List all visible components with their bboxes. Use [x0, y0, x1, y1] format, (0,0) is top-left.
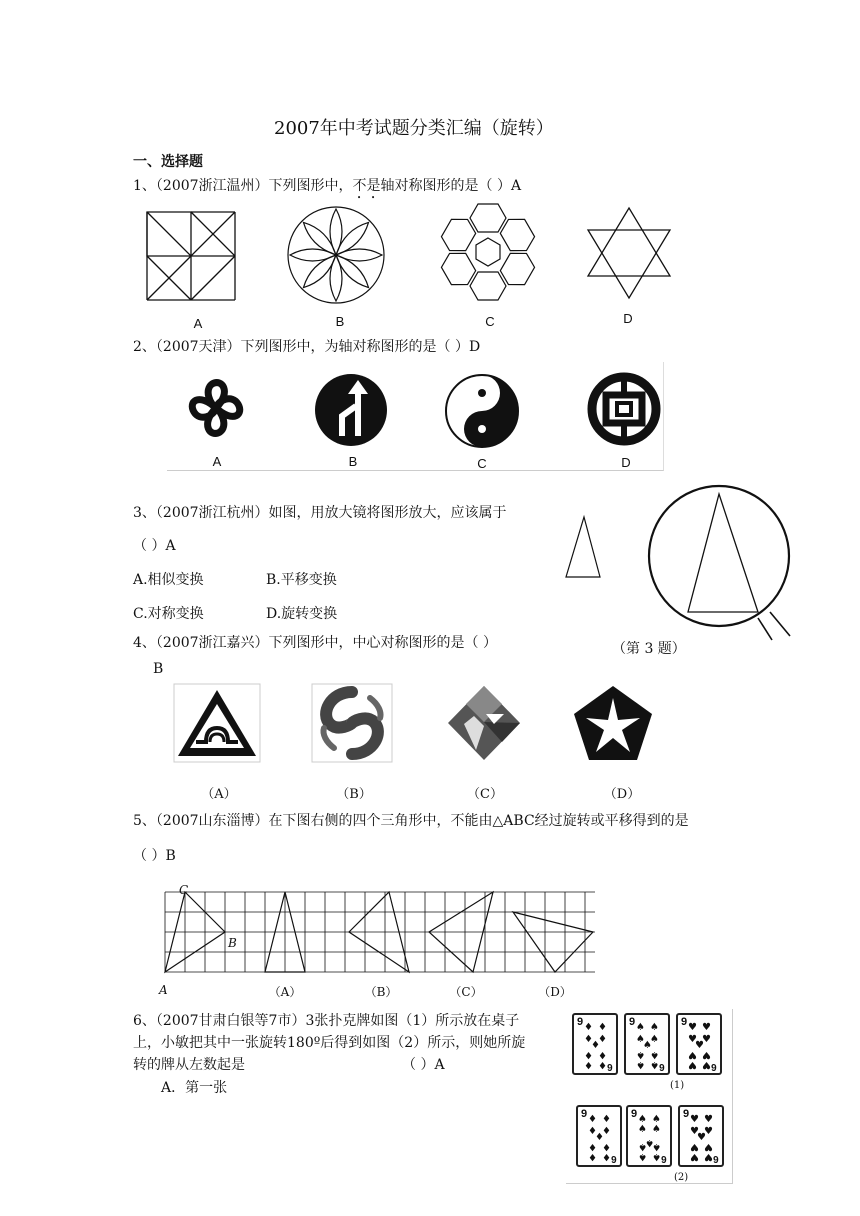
card-pip: ♥	[690, 1126, 699, 1137]
card-pip: ♥	[690, 1151, 699, 1162]
card-pip: ♦	[602, 1141, 611, 1152]
card-rank: 9	[629, 1016, 636, 1028]
q3-small-triangle	[562, 515, 604, 581]
question-3-line1: 3、（2007浙江杭州）如图，用放大镜将图形放大，应该属于	[133, 505, 507, 521]
question-1-post: 轴对称图形的是（ ）A	[380, 178, 522, 194]
card-pip: ♦	[598, 1049, 607, 1060]
card-rank-inverted: 6	[711, 1061, 717, 1072]
question-5-line2: （ ）B	[133, 848, 176, 864]
q2-label-d: D	[621, 455, 631, 470]
q2-figure-d	[586, 371, 662, 447]
card-rank-inverted: 6	[713, 1153, 719, 1164]
q4-figure-b	[312, 684, 392, 762]
card-diamonds-9	[576, 1105, 622, 1167]
card-pip: ♠	[636, 1034, 645, 1045]
card-pip: ♠	[636, 1022, 645, 1033]
card-pip: ♥	[702, 1022, 711, 1033]
question-4-line1: 4、（2007浙江嘉兴）下列图形中，中心对称图形的是（ ）	[133, 635, 497, 651]
q5-vertex-a: A	[159, 983, 168, 997]
card-spades-9-rotated	[626, 1105, 672, 1167]
q5-label-c: （C）	[449, 985, 483, 999]
q4-figure-d	[572, 684, 654, 764]
question-3-option-c: C.对称变换	[133, 606, 204, 622]
card-pip: ♥	[695, 1040, 704, 1051]
page-title: 2007年中考试题分类汇编（旋转）	[274, 118, 554, 139]
card-pip: ♦	[588, 1151, 597, 1162]
card-pip: ♥	[702, 1049, 711, 1060]
card-pip: ♠	[636, 1049, 645, 1060]
q6-cards-figure	[566, 1009, 733, 1184]
card-pip: ♠	[636, 1059, 645, 1070]
question-6-line3: 转的牌从左数起是	[133, 1057, 245, 1073]
question-3-option-b: B.平移变换	[266, 572, 337, 588]
question-1-emphasis: 不是	[352, 178, 381, 194]
card-pip: ♠	[638, 1151, 647, 1162]
card-pip: ♦	[598, 1034, 607, 1045]
question-3-line2: （ ）A	[133, 538, 176, 554]
card-pip: ♠	[643, 1040, 652, 1051]
q1-label-d: D	[623, 311, 633, 326]
card-pip: ♠	[638, 1114, 647, 1125]
card-pip: ♥	[688, 1049, 697, 1060]
q4-figure-a	[174, 684, 260, 762]
card-pip: ♦	[595, 1132, 604, 1143]
q4-label-b: （B）	[336, 787, 372, 802]
q1-label-b: B	[335, 314, 345, 329]
card-pip: ♥	[702, 1034, 711, 1045]
card-pip: ♦	[584, 1059, 593, 1070]
q1-figure-b	[286, 205, 386, 305]
q4-label-c: （C）	[467, 787, 503, 802]
card-rank-inverted: 6	[611, 1153, 617, 1164]
section-heading: 一、选择题	[133, 154, 203, 170]
card-pip: ♦	[598, 1022, 607, 1033]
q4-figure-c	[446, 684, 522, 762]
card-pip: ♦	[588, 1126, 597, 1137]
question-1-pre: 1、（2007浙江温州）下列图形中，	[133, 178, 353, 194]
q1-figure-c	[432, 202, 544, 302]
q6-figure-1-label: (1)	[670, 1080, 685, 1091]
card-diamonds-9	[572, 1013, 618, 1075]
card-pip: ♠	[652, 1151, 661, 1162]
card-pip: ♠	[650, 1049, 659, 1060]
q1-figure-d	[586, 206, 672, 300]
card-pip: ♠	[645, 1137, 654, 1148]
card-pip: ♥	[702, 1059, 711, 1070]
card-pip: ♠	[638, 1141, 647, 1152]
question-3-option-d: D.旋转变换	[266, 606, 338, 622]
q5-label-d: （D）	[538, 985, 572, 999]
card-pip: ♦	[598, 1059, 607, 1070]
card-pip: ♦	[584, 1022, 593, 1033]
card-pip: ♠	[652, 1114, 661, 1125]
card-rank: 9	[581, 1108, 588, 1120]
q2-label-a: A	[212, 454, 222, 469]
card-pip: ♦	[602, 1114, 611, 1125]
q5-label-b: （B）	[364, 985, 398, 999]
q1-label-a: A	[193, 316, 203, 331]
question-6-line2: 上，小敏把其中一张旋转180º后得到如图（2）所示，则她所旋	[133, 1035, 526, 1051]
question-6-option-a: A．第一张	[161, 1080, 228, 1096]
card-rank: 9	[683, 1108, 690, 1120]
q2-figure-b	[312, 372, 390, 448]
q2-figure-c	[444, 373, 520, 449]
card-pip: ♦	[584, 1049, 593, 1060]
question-1-text	[133, 177, 521, 202]
q5-vertex-b: B	[228, 936, 237, 950]
card-pip: ♥	[704, 1151, 713, 1162]
q4-label-d: （D）	[603, 787, 641, 802]
card-pip: ♥	[704, 1141, 713, 1152]
card-pip: ♦	[588, 1114, 597, 1125]
card-pip: ♦	[591, 1040, 600, 1051]
card-pip: ♥	[704, 1126, 713, 1137]
card-pip: ♦	[588, 1141, 597, 1152]
q5-vertex-c: C	[179, 883, 189, 897]
card-rank-inverted: 6	[661, 1153, 667, 1164]
q5-grid-figure	[165, 892, 597, 974]
question-3-option-a: A.相似变换	[133, 572, 204, 588]
question-6-line1: 6、（2007甘肃白银等7市）3张扑克牌如图（1）所示放在桌子	[133, 1013, 520, 1029]
question-2-text: 2、（2007天津）下列图形中，为轴对称图形的是（ ）D	[133, 339, 481, 355]
q2-figure-a	[178, 372, 254, 444]
q6-figure-2-label: (2)	[674, 1172, 689, 1183]
card-pip: ♦	[602, 1151, 611, 1162]
card-spades-9	[624, 1013, 670, 1075]
q5-label-a: （A）	[268, 985, 302, 999]
q2-label-b: B	[348, 454, 358, 469]
card-pip: ♥	[697, 1132, 706, 1143]
card-pip: ♠	[638, 1124, 647, 1135]
q2-label-c: C	[477, 456, 487, 471]
card-pip: ♥	[688, 1059, 697, 1070]
card-pip: ♥	[688, 1022, 697, 1033]
card-pip: ♥	[688, 1034, 697, 1045]
card-hearts-9	[678, 1105, 724, 1167]
card-rank: 9	[681, 1016, 688, 1028]
q3-magnifier	[646, 486, 796, 642]
card-pip: ♠	[652, 1141, 661, 1152]
q1-label-c: C	[485, 314, 495, 329]
card-pip: ♠	[650, 1022, 659, 1033]
question-6-answer: （ ）A	[402, 1057, 445, 1073]
card-pip: ♥	[704, 1114, 713, 1125]
card-rank-inverted: 6	[607, 1061, 613, 1072]
card-pip: ♥	[690, 1141, 699, 1152]
card-rank: 9	[577, 1016, 584, 1028]
card-pip: ♦	[584, 1034, 593, 1045]
card-pip: ♠	[650, 1034, 659, 1045]
question-5-line1: 5、（2007山东淄博）在下图右侧的四个三角形中，不能由△ABC经过旋转或平移得到的是	[133, 813, 689, 829]
card-pip: ♥	[690, 1114, 699, 1125]
question-4-line2: B	[153, 661, 164, 677]
card-pip: ♦	[602, 1126, 611, 1137]
card-hearts-9	[676, 1013, 722, 1075]
card-pip: ♠	[652, 1124, 661, 1135]
q4-label-a: （A）	[201, 787, 237, 802]
card-rank: 9	[631, 1108, 638, 1120]
q1-figure-a	[145, 210, 237, 302]
card-rank-inverted: 6	[659, 1061, 665, 1072]
card-pip: ♠	[650, 1059, 659, 1070]
q3-caption: （第 3 题）	[612, 641, 686, 657]
